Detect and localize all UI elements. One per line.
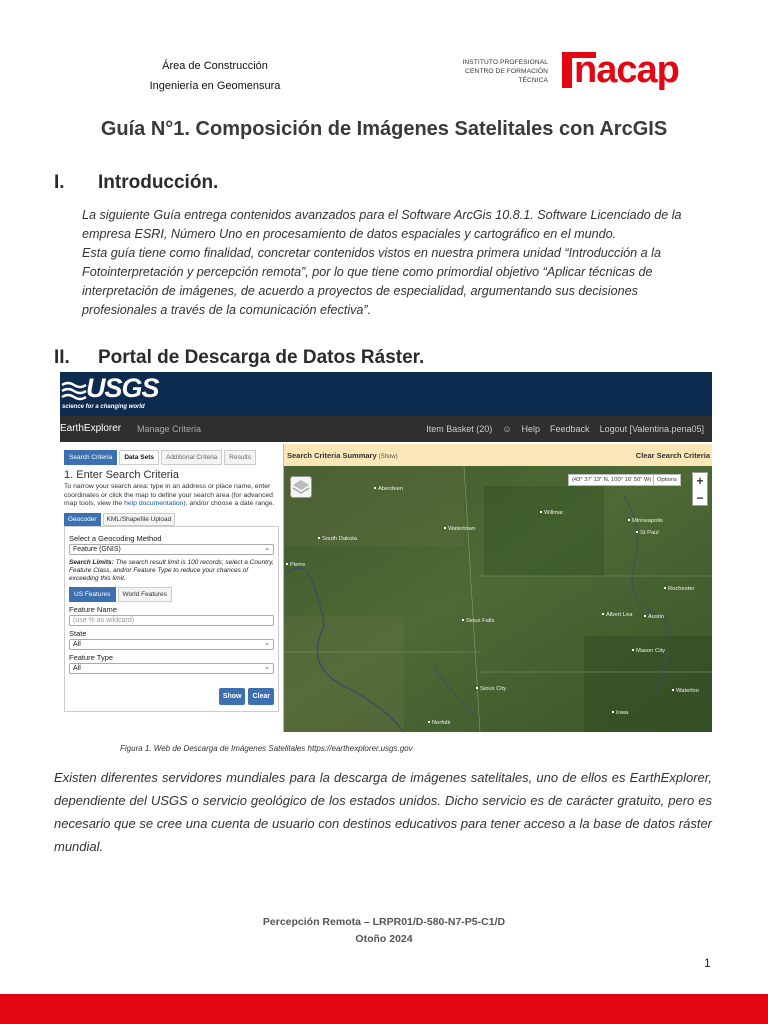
clear-search-criteria-link: Clear Search Criteria xyxy=(635,451,710,460)
zoom-control xyxy=(692,472,708,506)
program-label: Ingeniería en Geomensura xyxy=(149,80,281,92)
form-buttons xyxy=(219,688,274,705)
earthexplorer-screenshot xyxy=(60,372,712,732)
state-select: All ⌄ xyxy=(69,639,274,650)
page-number: 1 xyxy=(704,956,711,970)
tab-data-sets: Data Sets xyxy=(119,450,159,465)
city-label: Austin xyxy=(644,614,664,620)
zoom-in-button: + xyxy=(696,474,704,488)
user-icon: ☺ xyxy=(502,424,512,434)
step-description: To narrow your search area: type in an address or place name, enter coordinates or click the map to define your search area (for advanced map tools, view the help documentation), and/or choose a date range. xyxy=(64,483,275,508)
options-button: Options xyxy=(653,474,681,486)
city-label: Norfolk xyxy=(428,720,450,726)
zoom-out-button: − xyxy=(696,491,704,505)
city-label: Watertown xyxy=(444,526,476,532)
body-paragraph: Existen diferentes servidores mundiales para la descarga de imágenes satelitales, uno de ellos es EarthExplorer, dependiente del USGS o servicio geológico de los estados unidos. Dicho servicio es de carácter gratuito, pero es necesario que se cree una cuenta de usuario con destinos educativos para tener acceso a la base de datos ráster mundial. xyxy=(54,770,712,854)
feature-type-select: All ⌄ xyxy=(69,663,274,674)
navbar-right xyxy=(426,424,704,434)
help-link: Help xyxy=(521,424,541,434)
header-left xyxy=(120,56,310,96)
intro-text xyxy=(82,206,714,320)
logo-wordmark: nacap xyxy=(574,49,679,91)
city-label: Minneapolis xyxy=(628,518,663,524)
city-label: South Dakota xyxy=(318,536,357,542)
satellite-map xyxy=(284,466,712,732)
city-label: Pierre xyxy=(286,562,305,568)
section-heading-1: I. Introducción. xyxy=(54,172,219,193)
satellite-imagery xyxy=(284,466,712,732)
geocoder-tabs xyxy=(60,509,283,526)
state-label: State xyxy=(69,628,87,638)
tab-additional-criteria: Additional Criteria xyxy=(161,450,222,465)
search-limits-note: Search Limits: The search result limit is 100 records; select a Country, Feature Class, and/or Feature Type to reduce your chances of exceeding this limit. xyxy=(69,558,274,582)
geocoder-form xyxy=(64,526,279,712)
section-heading-2: II. Portal de Descarga de Datos Ráster. xyxy=(54,347,425,368)
tab-world-features: World Features xyxy=(118,587,172,602)
help-documentation-link: help documentation xyxy=(124,500,184,508)
logout-link: Logout [Valentina.pena05] xyxy=(599,424,704,434)
feature-tabs xyxy=(69,587,274,602)
search-panel xyxy=(60,444,284,732)
manage-criteria-link: Manage Criteria xyxy=(137,424,202,434)
method-label: Select a Geocoding Method xyxy=(69,533,162,543)
feature-name-input: (use % as wildcard) xyxy=(69,615,274,626)
city-label: Iowa xyxy=(612,710,628,716)
show-button: Show xyxy=(219,688,246,705)
feature-type-label: Feature Type xyxy=(69,652,114,662)
figure-caption: Figura 1. Web de Descarga de Imágenes Satelitales https://earthexplorer.usgs.gov xyxy=(120,744,413,753)
chevron-down-icon: ⌄ xyxy=(264,663,270,671)
item-basket-link: Item Basket (20) xyxy=(426,424,493,434)
city-label: Mason City xyxy=(632,648,665,654)
method-select: Feature (GNIS) ⌄ xyxy=(69,544,274,555)
layers-icon xyxy=(290,476,312,498)
coordinate-readout: (43° 37' 13" N, 100° 16' 50" W) xyxy=(568,474,655,486)
intro-paragraph-1: La siguiente Guía entrega contenidos avanzados para el Software ArcGis 10.8.1. Software Licenciado de la empresa ESRI, Número Uno en procesamiento de datos espaciales y cartográfico en el mundo. xyxy=(82,208,682,241)
course-code: Percepción Remota – LRPR01/D-580-N7-P5-C1/D xyxy=(262,916,506,928)
usgs-logo: USGS science for a changing world xyxy=(62,373,159,410)
feature-name-label: Feature Name xyxy=(69,604,117,614)
search-criteria-summary-bar: Search Criteria Summary (Show) Clear Search Criteria xyxy=(284,444,712,466)
tab-us-features: US Features xyxy=(69,587,116,602)
city-label: Sioux Falls xyxy=(462,618,494,624)
feedback-link: Feedback xyxy=(550,424,590,434)
page-footer xyxy=(0,914,768,948)
institution-text: INSTITUTO PROFESIONAL CENTRO DE FORMACIÓN TÉCNICA xyxy=(462,59,548,84)
city-label: Sioux City xyxy=(476,686,506,692)
tab-results: Results xyxy=(224,450,256,465)
term-label: Otoño 2024 xyxy=(355,933,413,945)
city-label: Rochester xyxy=(664,586,694,592)
earthexplorer-navbar xyxy=(60,416,712,442)
city-label: Willmar xyxy=(540,510,563,516)
city-label: Aberdeen xyxy=(374,486,403,492)
step-title: 1. Enter Search Criteria xyxy=(64,469,179,481)
footer-red-band xyxy=(0,994,768,1024)
chevron-down-icon: ⌄ xyxy=(264,544,270,552)
usgs-banner xyxy=(60,372,712,416)
intro-paragraph-2: Esta guía tiene como finalidad, concretar contenidos vistos en nuestra primera unidad “Introducción a la Fotointerpretación y percepción remota”, por lo que tiene como primordial objetivo “Aplicar técnicas de interpretación de imágenes, de acuerdo a proyectos de especialidad, argumentando sus decisiones profesionales a través de la comunicación efectiva”. xyxy=(82,246,661,317)
tab-geocoder: Geocoder xyxy=(64,513,101,526)
tab-kml-upload: KML/Shapefile Upload xyxy=(103,513,176,526)
tab-search-criteria: Search Criteria xyxy=(64,450,117,465)
city-label: Waterloo xyxy=(672,688,699,694)
city-label: St Paul xyxy=(636,530,659,536)
search-tabs xyxy=(60,444,283,465)
earthexplorer-brand: EarthExplorer xyxy=(60,423,122,434)
area-label: Área de Construcción xyxy=(162,60,268,72)
inacap-logo xyxy=(436,50,706,94)
chevron-down-icon: ⌄ xyxy=(264,639,270,647)
city-label: Albert Lea xyxy=(602,612,632,618)
usgs-wave-icon xyxy=(60,379,88,403)
document-title: Guía N°1. Composición de Imágenes Satelitales con ArcGIS xyxy=(100,118,668,140)
clear-button: Clear xyxy=(248,688,274,705)
